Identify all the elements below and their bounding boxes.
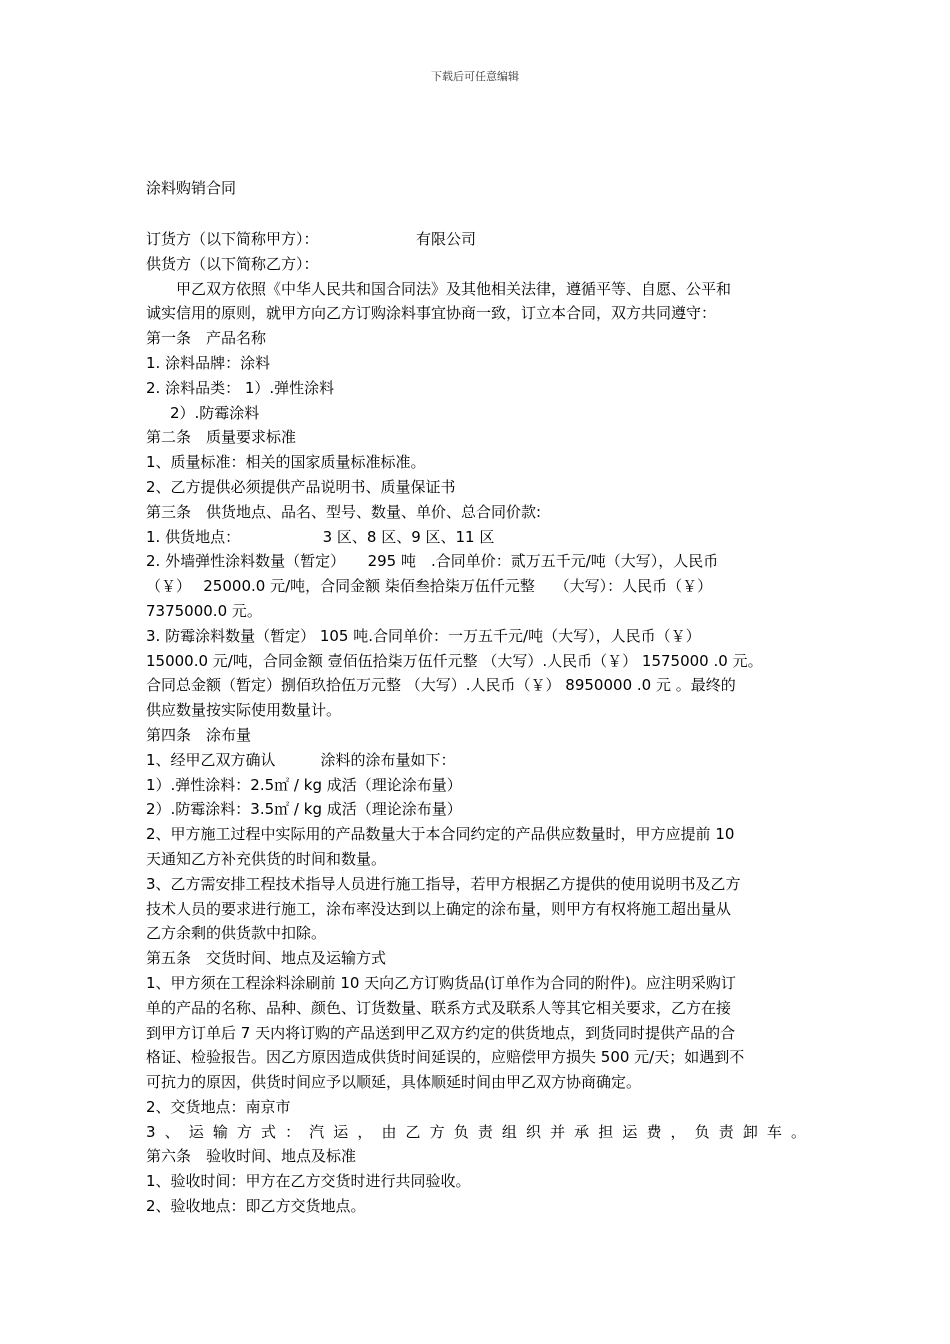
- article-4-heading: 第四条 涂布量: [146, 725, 252, 744]
- article-5-item-2: 2、交货地点：南京市: [146, 1097, 291, 1116]
- article-3-total-line-1: 合同总金额（暂定）捌佰玖拾伍万元整 （大写）.人民币（￥） 8950000 .0 元 。最终的: [146, 676, 736, 695]
- article-2-item-2: 2、乙方提供必须提供产品说明书、质量保证书: [146, 477, 456, 496]
- article-3-item-1: 1. 供货地点： 3 区、8 区、9 区、11 区: [146, 527, 495, 546]
- article-3-heading: 第三条 供货地点、品名、型号、数量、单价、总合同价款:: [146, 502, 542, 521]
- article-3-total-line-2: 供应数量按实际使用数量计。: [146, 701, 342, 720]
- article-3-item-3-line-2: 15000.0 元/吨，合同金额 壹佰伍拾柒万伍仟元整 （大写）.人民币（￥） 1575000 .0 元。: [146, 651, 763, 670]
- buyer-line: 订货方（以下简称甲方）： 有限公司: [146, 230, 477, 248]
- article-5-item-1-line-2: 单的产品的名称、品种、颜色、订货数量、联系方式及联系人等其它相关要求，乙方在接: [146, 998, 732, 1017]
- article-4-item-2-line-1: 2、甲方施工过程中实际用的产品数量大于本合同约定的产品供应数量时，甲方应提前 10: [146, 825, 735, 844]
- article-3-item-3-line-1: 3. 防霉涂料数量（暂定） 105 吨.合同单价：一万五千元/吨（大写），人民币（￥）: [146, 626, 701, 645]
- article-2-heading: 第二条 质量要求标准: [146, 428, 297, 447]
- article-1-item-2: 2. 涂料品类： 1）.弹性涂料: [146, 378, 335, 397]
- page-title: 涂料购销合同: [146, 179, 237, 197]
- article-3-item-2-line-1: 2. 外墙弹性涂料数量（暂定） 295 吨 .合同单价：贰万五千元/吨（大写），人民币: [146, 552, 719, 571]
- article-3-item-2-line-3: 7375000.0 元。: [146, 601, 262, 620]
- article-2-item-1: 1、质量标准：相关的国家质量标准标准。: [146, 453, 426, 472]
- seller-line: 供货方（以下简称乙方）：: [146, 254, 319, 273]
- article-4-item-1b: 2）.防霉涂料：3.5㎡ / kg 成活（理论涂布量）: [146, 800, 462, 819]
- article-1-item-2b: 2）.防霉涂料: [170, 403, 260, 422]
- article-4-item-2-line-2: 天通知乙方补充供货的时间和数量。: [146, 849, 387, 868]
- article-4-item-1a: 1）.弹性涂料：2.5㎡ / kg 成活（理论涂布量）: [146, 775, 462, 794]
- article-6-item-2: 2、验收地点：即乙方交货地点。: [146, 1197, 366, 1216]
- article-4-item-1: 1、经甲乙双方确认 涂料的涂布量如下：: [146, 750, 456, 769]
- article-1-item-1: 1. 涂料品牌：涂料: [146, 353, 271, 372]
- article-5-item-1-line-1: 1、甲方须在工程涂料涂刷前 10 天向乙方订购货品(订单作为合同的附件)。应注明采购订: [146, 973, 736, 992]
- article-5-item-1-line-5: 可抗力的原因，供货时间应予以顺延，具体顺延时间由甲乙双方协商确定。: [146, 1073, 642, 1092]
- article-6-item-1: 1、验收时间：甲方在乙方交货时进行共同验收。: [146, 1172, 471, 1191]
- preamble-line-1: 甲乙双方依照《中华人民共和国合同法》及其他相关法律，遵循平等、自愿、公平和: [176, 279, 732, 298]
- article-1-heading: 第一条 产品名称: [146, 329, 267, 348]
- article-4-item-3-line-3: 乙方余剩的供货款中扣除。: [146, 924, 327, 943]
- article-5-item-3: 3、运输方式：汽运，由乙方负责组织并承担运费，负责卸车。: [146, 1122, 806, 1141]
- article-6-heading: 第六条 验收时间、地点及标准: [146, 1147, 357, 1166]
- article-3-item-2-line-2: （￥） 25000.0 元/吨，合同金额 柒佰叁拾柒万伍仟元整 （大写）：人民币（￥）: [146, 577, 713, 596]
- article-5-item-1-line-3: 到甲方订单后 7 天内将订购的产品送到甲乙双方约定的供货地点，到货同时提供产品的合: [146, 1023, 736, 1042]
- article-5-item-1-line-4: 格证、检验报告。因乙方原因造成供货时间延误的，应赔偿甲方损失 500 元/天；如遇到不: [146, 1048, 745, 1067]
- contract-body: [146, 227, 806, 1219]
- article-5-heading: 第五条 交货时间、地点及运输方式: [146, 949, 387, 968]
- preamble-line-2: 诚实信用的原则，就甲方向乙方订购涂料事宜协商一致，订立本合同，双方共同遵守：: [146, 304, 717, 323]
- article-4-item-3-line-2: 技术人员的要求进行施工，涂布率没达到以上确定的涂布量，则甲方有权将施工超出量从: [146, 899, 732, 918]
- page-header: 下载后可任意编辑: [431, 70, 519, 83]
- article-4-item-3-line-1: 3、乙方需安排工程技术指导人员进行施工指导，若甲方根据乙方提供的使用说明书及乙方: [146, 874, 741, 893]
